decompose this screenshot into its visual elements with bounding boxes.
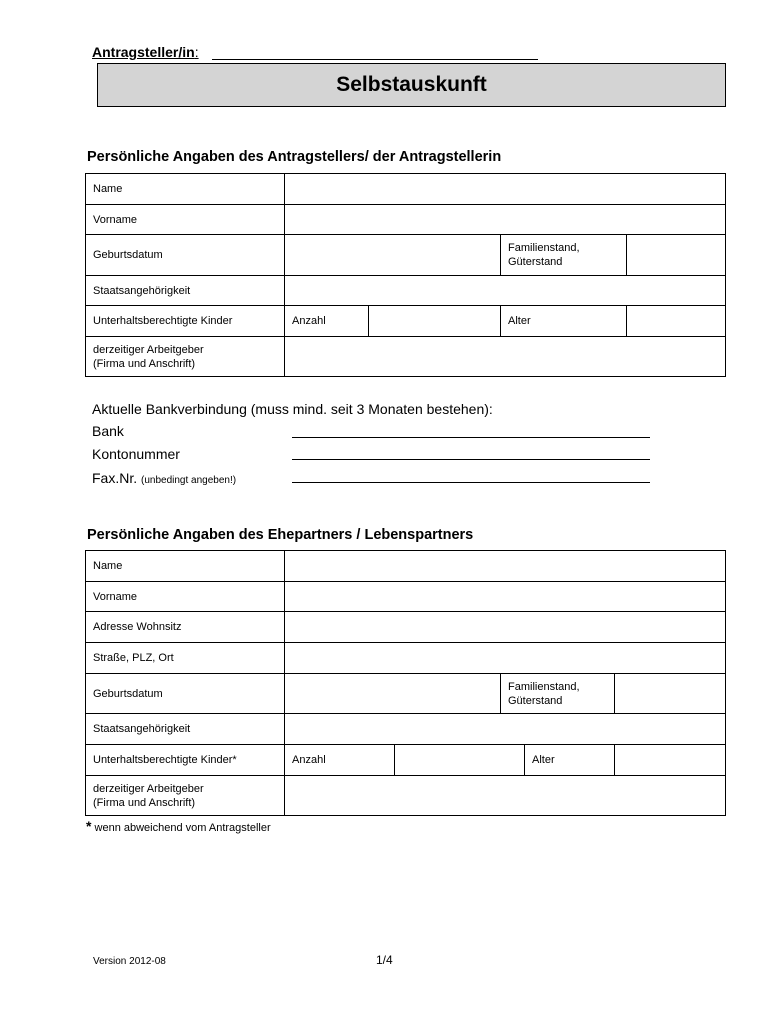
partner-name-field[interactable] xyxy=(285,551,726,582)
partner-adresse-field[interactable] xyxy=(285,612,726,643)
partner-table xyxy=(85,550,726,816)
label-name: Name xyxy=(86,174,285,205)
row-vorname xyxy=(86,205,726,235)
row-geburtsdatum xyxy=(86,235,726,276)
version-label: Version 2012-08 xyxy=(93,956,166,967)
label-partner-strasse: Straße, PLZ, Ort xyxy=(86,643,285,674)
title-box xyxy=(97,63,726,107)
label-anzahl: Anzahl xyxy=(285,306,369,337)
label-partner-geburtsdatum: Geburtsdatum xyxy=(86,674,285,714)
row-partner-kinder xyxy=(86,745,726,776)
page-number: 1/4 xyxy=(376,953,393,967)
label-partner-name: Name xyxy=(86,551,285,582)
row-partner-strasse xyxy=(86,643,726,674)
geburtsdatum-field[interactable] xyxy=(285,235,501,276)
row-partner-staatsangehoerigkeit xyxy=(86,714,726,745)
applicant-field-line[interactable] xyxy=(212,59,538,60)
label-partner-vorname: Vorname xyxy=(86,582,285,612)
row-partner-geburtsdatum xyxy=(86,674,726,714)
bank-title: Aktuelle Bankverbindung (muss mind. seit 3 Monaten bestehen): xyxy=(92,401,493,417)
label-familienstand: Familienstand, Güterstand xyxy=(501,235,627,276)
row-kinder xyxy=(86,306,726,337)
section-heading-partner: Persönliche Angaben des Ehepartners / Lebenspartners xyxy=(87,527,474,543)
label-partner-adresse: Adresse Wohnsitz xyxy=(86,612,285,643)
label-kontonummer: Kontonummer xyxy=(92,446,180,462)
section-heading-applicant: Persönliche Angaben des Antragstellers/ der Antragstellerin xyxy=(87,149,502,165)
label-vorname: Vorname xyxy=(86,205,285,235)
row-name xyxy=(86,174,726,205)
partner-anzahl-field[interactable] xyxy=(395,745,525,776)
label-partner-arbeitgeber: derzeitiger Arbeitgeber (Firma und Anschrift) xyxy=(86,776,285,816)
row-partner-vorname xyxy=(86,582,726,612)
label-geburtsdatum: Geburtsdatum xyxy=(86,235,285,276)
footnote: * wenn abweichend vom Antragsteller xyxy=(86,818,271,834)
label-fax: Fax.Nr. (unbedingt angeben!) xyxy=(92,470,237,486)
label-partner-alter: Alter xyxy=(525,745,615,776)
label-bank: Bank xyxy=(92,423,124,439)
partner-alter-field[interactable] xyxy=(615,745,726,776)
arbeitgeber-field[interactable] xyxy=(285,337,726,377)
page-title: Selbstauskunft xyxy=(336,73,487,96)
label-partner-familienstand: Familienstand, Güterstand xyxy=(501,674,615,714)
label-staatsangehoerigkeit: Staatsangehörigkeit xyxy=(86,276,285,306)
anzahl-field[interactable] xyxy=(369,306,501,337)
label-partner-staatsangehoerigkeit: Staatsangehörigkeit xyxy=(86,714,285,745)
applicant-label: Antragsteller/in: xyxy=(92,44,199,60)
kontonummer-field-line[interactable] xyxy=(292,459,650,460)
row-arbeitgeber xyxy=(86,337,726,377)
label-arbeitgeber: derzeitiger Arbeitgeber (Firma und Anschrift) xyxy=(86,337,285,377)
name-field[interactable] xyxy=(285,174,726,205)
staatsangehoerigkeit-field[interactable] xyxy=(285,276,726,306)
fax-field-line[interactable] xyxy=(292,482,650,483)
row-partner-arbeitgeber xyxy=(86,776,726,816)
label-partner-anzahl: Anzahl xyxy=(285,745,395,776)
familienstand-field[interactable] xyxy=(627,235,726,276)
applicant-table xyxy=(85,173,726,377)
label-kinder: Unterhaltsberechtigte Kinder xyxy=(86,306,285,337)
label-partner-kinder: Unterhaltsberechtigte Kinder* xyxy=(86,745,285,776)
partner-vorname-field[interactable] xyxy=(285,582,726,612)
label-alter: Alter xyxy=(501,306,627,337)
row-partner-name xyxy=(86,551,726,582)
partner-staatsangehoerigkeit-field[interactable] xyxy=(285,714,726,745)
partner-strasse-field[interactable] xyxy=(285,643,726,674)
partner-geburtsdatum-field[interactable] xyxy=(285,674,501,714)
partner-familienstand-field[interactable] xyxy=(615,674,726,714)
row-staatsangehoerigkeit xyxy=(86,276,726,306)
bank-field-line[interactable] xyxy=(292,437,650,438)
alter-field[interactable] xyxy=(627,306,726,337)
vorname-field[interactable] xyxy=(285,205,726,235)
partner-arbeitgeber-field[interactable] xyxy=(285,776,726,816)
row-partner-adresse xyxy=(86,612,726,643)
